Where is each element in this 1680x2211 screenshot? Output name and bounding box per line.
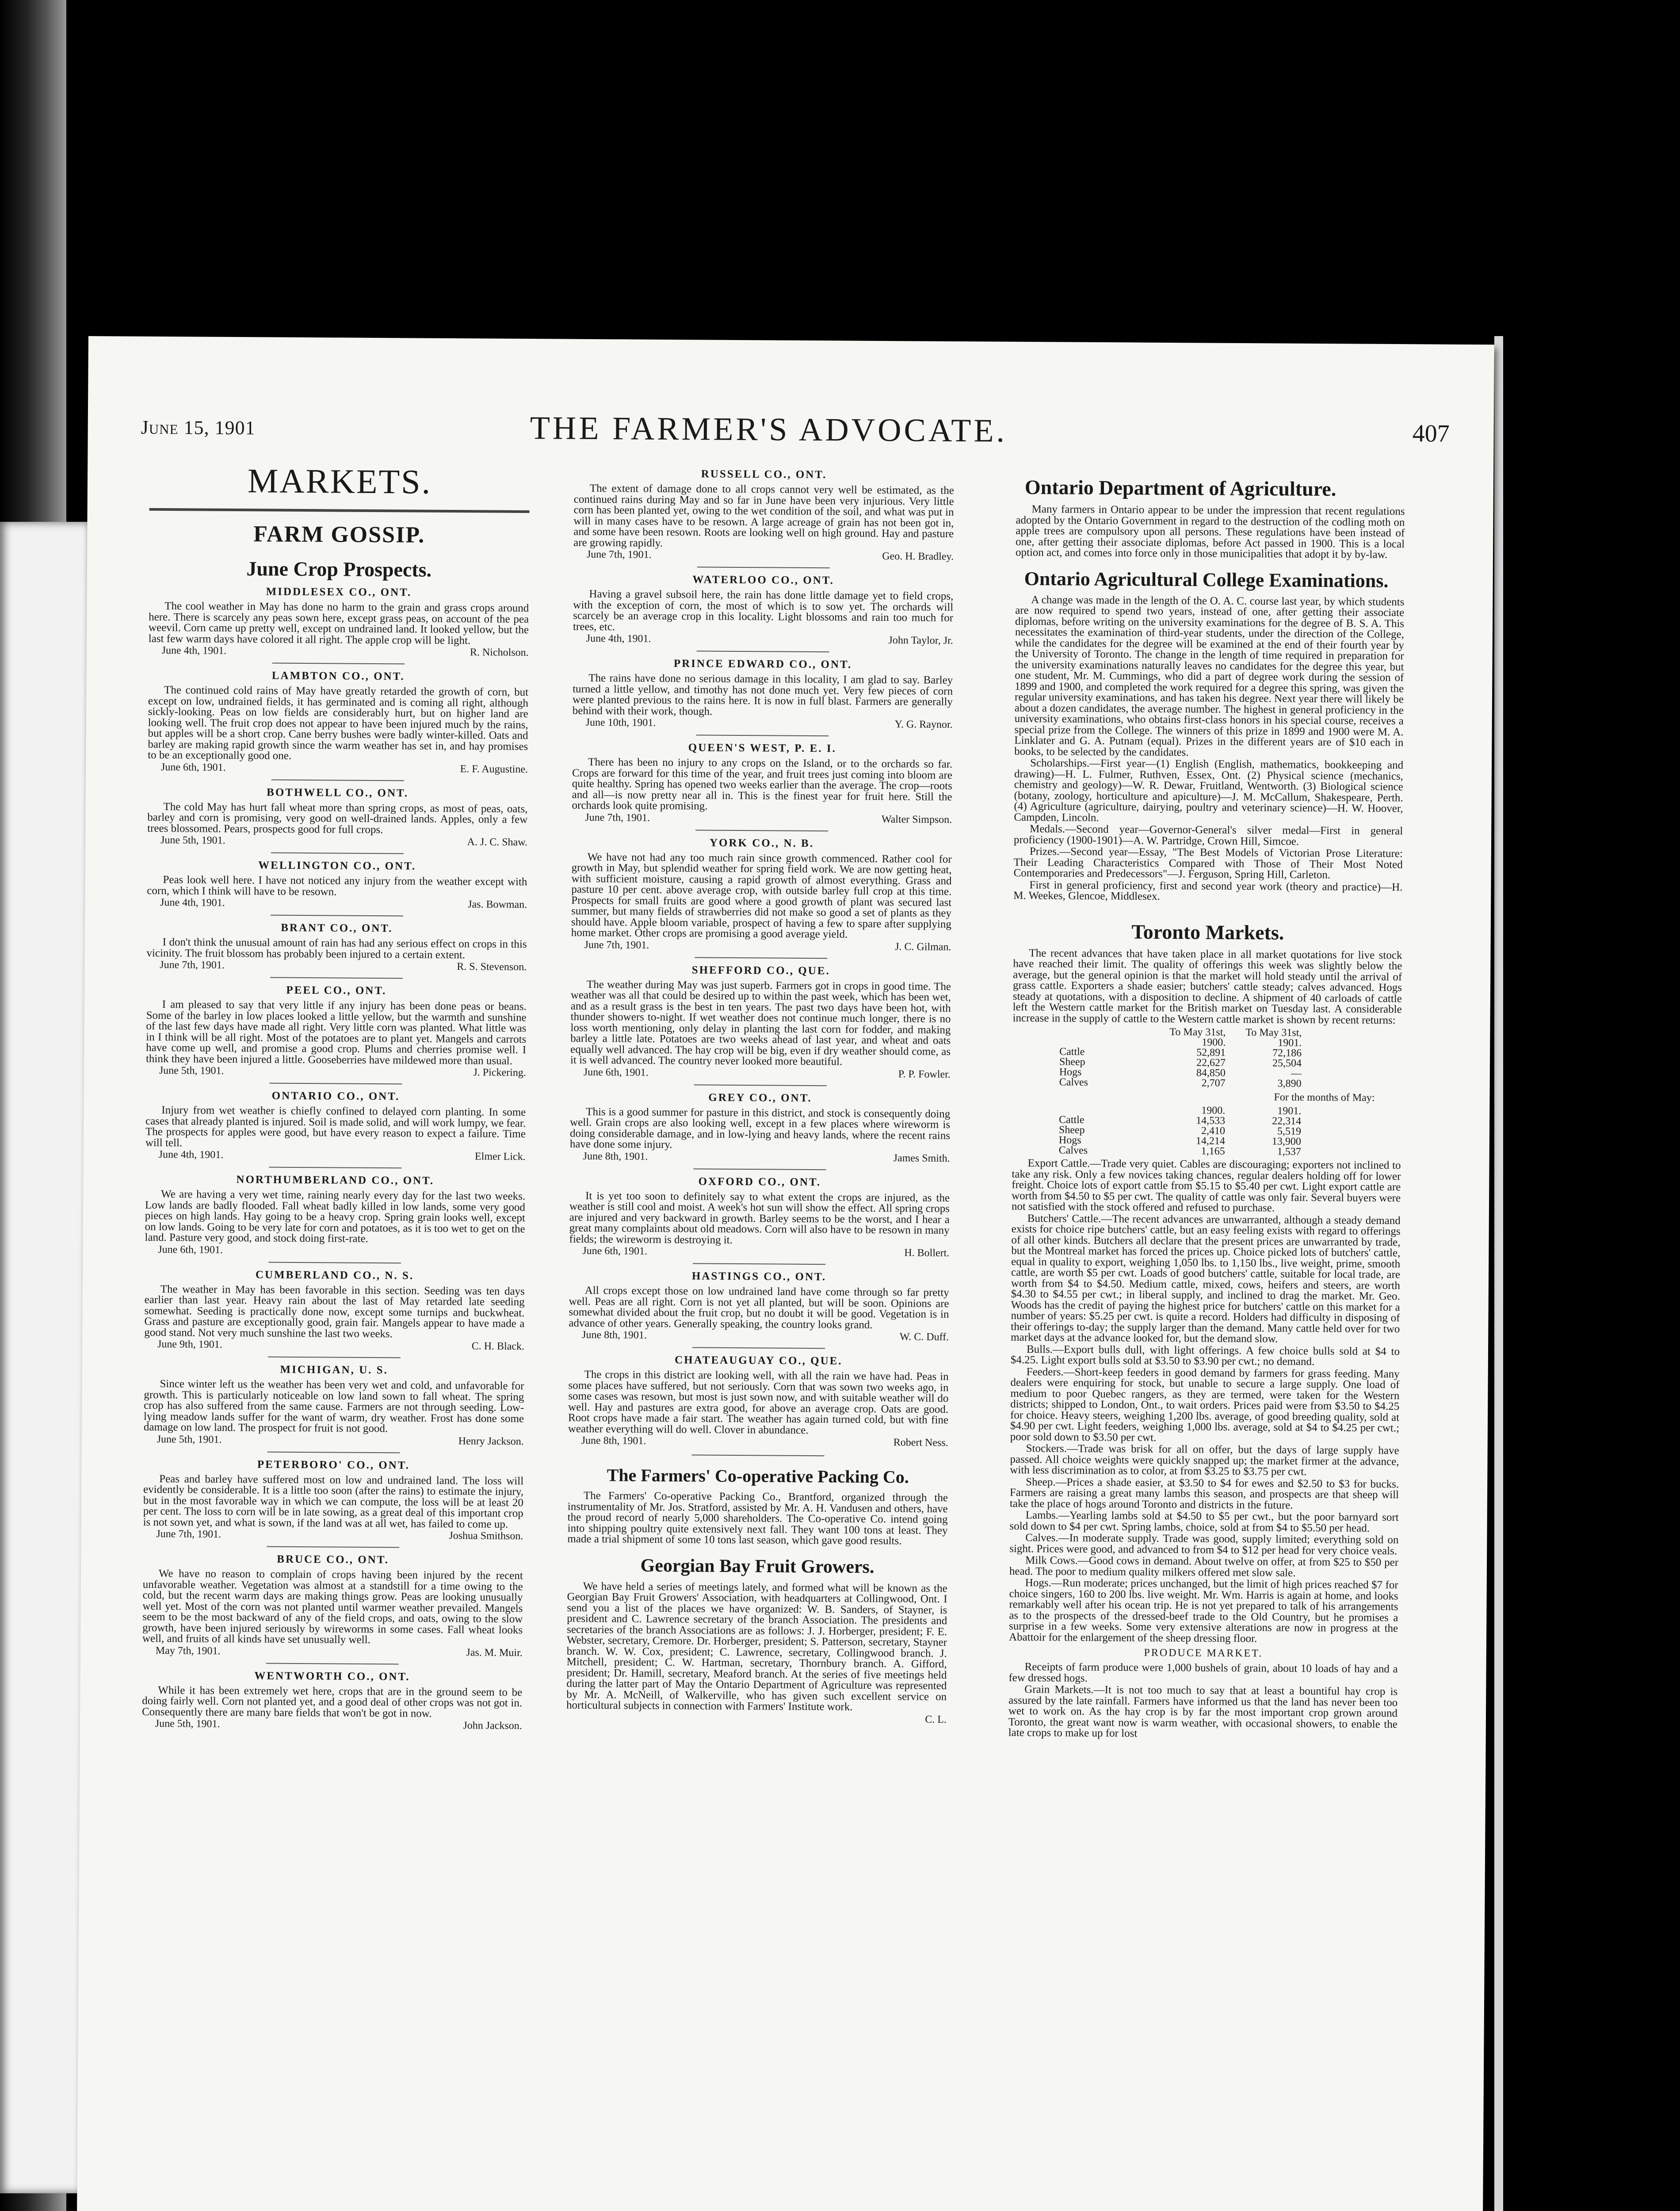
report-location: ONTARIO CO., ONT. [271, 1090, 400, 1103]
report-location: OXFORD CO., ONT. [698, 1175, 821, 1188]
report-author: James Smith. [893, 1152, 950, 1164]
report-signature [145, 1244, 525, 1257]
report-author: Jas. Bowman. [468, 899, 527, 911]
row-label: Sheep [1058, 1124, 1085, 1136]
report-location: CHATEAUGUAY CO., QUE. [675, 1354, 843, 1367]
dept-agriculture-heading: Ontario Department of Agriculture. [1024, 475, 1336, 501]
report-author: Jas. M. Muir. [466, 1646, 523, 1659]
report-location: GREY CO., ONT. [708, 1091, 812, 1104]
divider [695, 957, 827, 959]
college-paragraph: First in general proficiency, first and second year work (theory and practice)—H. M. Weekes, Glencoe, Middlesex. [1013, 879, 1403, 903]
report-location: NORTHUMBERLAND CO., ONT. [236, 1174, 435, 1187]
row-label: Cattle [1059, 1114, 1084, 1126]
report-text: Peas look well here. I have not noticed any injury from the weather except with corn, which I think will have to be resown. [147, 874, 527, 898]
report-text: The extent of damage done to all crops cannot very well be estimated, as the continued rains during May and so far in June have been very injurious. Very little corn has been planted yet, owing to the wet condition of the soil, and what was put in will in many cases have to be resown. A large acreage of grain has not been got in, and some have been resown. Roots are looking well on high ground. Hay and pasture are growing rapidly. [573, 482, 954, 549]
divider [268, 1357, 401, 1358]
report-location: BRANT CO., ONT. [281, 922, 393, 935]
report-text: I am pleased to say that very little if any injury has been done peas or beans. Some of the barley in low places looked a little yellow, but the warmth and sunshine of the last few days have made all right. Very little corn was planted. What little was in I think will be all right. Most of the potatoes are to plant yet. Mangels and carrots have come up well, and promise a good crop. Plums and cherries promise well. I think they have been injured a little. Gooseberries have mildewed more than usual. [145, 998, 527, 1067]
value-1901: — [1291, 1067, 1302, 1079]
report-date: June 8th, 1901. [583, 1150, 648, 1163]
divider [267, 1451, 400, 1453]
college-paragraph: A change was made in the length of the O. A. C. course last year, by which students are now required to spend two years, instead of one, after getting their associate diplomas, before writing on the university examinations for the degree of B. S. A. This necessitates the examination of third-year students, under the direction of the College, while the candidates for the degree will be examined at the end of their fourth year by the University of Toronto. The change in the length of time required in preparation for the university examinations naturally leaves no candidates for the degree this year, but one student, Mr. M. Cummings, who did a part of degree work during the session of 1899 and 1900, and completed the work required for a degree this spring, was given the regular university examinations, and has taken his degree. Next year there will likely be about a dozen candidates, the average number. The highest in general proficiency in the university examinations, who obtains first-class honors in his special course, receives a special prize from the College. The winners of this prize in 1899 and 1900 were M. A. Linklater and G. A. Putnam (equal). Prizes in the different years are of $10 each in books, to be selected by the candidates. [1014, 593, 1405, 758]
report-signature [573, 549, 954, 562]
report-signature [146, 960, 527, 972]
report-author: Walter Simpson. [881, 813, 952, 826]
monthly-table-title: For the months of May: [1274, 1091, 1375, 1104]
author: C. L. [925, 1714, 947, 1725]
report-author: Y. G. Raynor. [894, 719, 953, 731]
crop-report [148, 669, 528, 775]
report-location: YORK CO., N. B. [709, 837, 814, 849]
col-year: 1901. [1277, 1105, 1302, 1117]
column-3 [1008, 466, 1405, 1742]
report-location: WATERLOO CO., ONT. [692, 574, 834, 587]
divider [697, 650, 829, 652]
report-text: Injury from wet weather is chiefly confined to delayed corn planting. In some cases that already planted is injured. Soil is made solid, and will work lumpy, we fear. The prospects for apples were good, but have every reason to expect a failure. Time will tell. [145, 1104, 526, 1149]
report-date: June 6th, 1901. [158, 1243, 223, 1256]
report-author: Geo. H. Bradley. [882, 550, 954, 562]
column-1 [142, 460, 530, 1734]
crop-report [143, 1457, 523, 1542]
report-location: QUEEN'S WEST, P. E. I. [688, 742, 836, 755]
crop-prospects-heading: June Crop Prospects. [246, 557, 432, 581]
crop-report [569, 1174, 950, 1259]
report-author: W. C. Duff. [899, 1331, 949, 1343]
crop-report [147, 785, 528, 848]
toronto-markets-intro: The recent advances that have taken place in all market quotations for live stock have reached their limit. The quality of offerings this week was slightly below the average, but the general opinion is that the market will hold steady until the arrival of grass cattle. Exporters a shade easier; butchers' cattle steady; calves advanced. Hogs steady at quotations, with a disposition to decline. A shipment of 40 carloads of cattle left the Western cattle market for the British market on Tuesday last. A considerable increase in the supply of cattle to the Western cattle market is shown by recent returns: [1012, 947, 1402, 1026]
value-1901: 25,504 [1272, 1057, 1302, 1069]
farm-gossip-heading: FARM GOSSIP. [253, 521, 425, 548]
market-paragraph: Sheep.—Prices a shade easier, at $3.50 to $4 for ewes and $2.50 to $3 for bucks. Farmers are raising a great many lambs this season, and prospects are that sheep will take the place of hogs around Toronto and districts in the future. [1009, 1476, 1399, 1511]
value-1900: 2,410 [1201, 1125, 1226, 1137]
report-signature [149, 645, 529, 658]
row-label: Calves [1059, 1076, 1088, 1088]
crop-report [146, 921, 527, 972]
crop-report [147, 859, 527, 910]
divider [269, 1167, 402, 1169]
report-date: June 5th, 1901. [157, 1433, 222, 1446]
divider [270, 977, 403, 979]
page-header [141, 407, 1449, 455]
divider [271, 779, 404, 781]
report-location: BOTHWELL CO., ONT. [267, 786, 409, 799]
crop-report [142, 1553, 523, 1658]
column-2 [566, 463, 954, 1725]
report-signature [572, 812, 952, 825]
report-date: June 4th, 1901. [161, 645, 227, 657]
report-date: June 7th, 1901. [160, 959, 225, 971]
col-year: 1900. [1201, 1105, 1226, 1117]
divider [697, 566, 830, 568]
row-label: Cattle [1059, 1046, 1085, 1058]
value-1900: 14,214 [1195, 1135, 1226, 1147]
report-signature [143, 1529, 523, 1542]
report-location: WELLINGTON CO., ONT. [258, 859, 416, 872]
report-text: Having a gravel subsoil here, the rain has done little damage yet to field crops, with the exception of corn, the most of which is to sow yet. The orchards will scarcely be an average crop in this locality. Light blossoms and rain too much for trees, etc. [573, 588, 954, 633]
divider [271, 853, 404, 854]
report-signature [144, 1339, 524, 1352]
report-text: The weather during May was just superb. Farmers got in crops in good time. The weather was all that could be desired up to within the past week, which has been wet, and as a result grass is the best in ten years. The past two days have been hot, with thunder showers to-night. If wet weather does not continue much longer, there is no loss worth mentioning, only delay in planting the last corn for fodder, and making barley a little late. Potatoes are two weeks ahead of last year, and wheat and oats equally well advanced. The hay crop will be big, even if dry weather should come, as it is well advanced. The country never looked more beautiful. [570, 978, 951, 1068]
table-row [1057, 1047, 1304, 1058]
report-date: June 9th, 1901. [157, 1338, 222, 1350]
value-1900: 14,533 [1196, 1115, 1226, 1127]
report-author: E. F. Augustine. [460, 763, 528, 775]
row-label: Hogs [1059, 1066, 1082, 1078]
cattle-receipts-table-ytd [1057, 1026, 1305, 1089]
dept-agriculture-text: Many farmers in Ontario appear to be under the impression that recent regulations adopted by the Ontario Government in regard to the destruction of the codling moth on apple trees are compulsory upon all persons. These regulations have been instead of one, after getting their associate diplomas, before Act passed in 1900. This is a local option act, and comes into force only in those municipalities that adopt it by by-law. [1015, 503, 1405, 561]
report-author: Robert Ness. [893, 1437, 948, 1449]
crop-report [571, 836, 952, 952]
report-location: PEEL CO., ONT. [286, 984, 387, 997]
report-date: June 7th, 1901. [584, 939, 649, 951]
divider [272, 663, 405, 665]
markets-heading: MARKETS. [247, 461, 432, 501]
georgian-bay-heading: Georgian Bay Fruit Growers. [640, 1555, 874, 1577]
crop-report [149, 585, 529, 658]
report-text: We have not had any too much rain since growth commenced. Rather cool for growth in May, but splendid weather for spring field work. We are now getting heat, with sufficient moisture, causing a rapid growth of almost everything. Grass and pasture 10 per cent. above average crop, with outside barley full crop at this time. Prospects for small fruits are good where a good growth of plant was secured last summer, but many fields of strawberries did not make so good a set of plants as they should have. Apple bloom variable, prospect of having a few to spare after supplying home market. Other crops are promising a good average yield. [571, 851, 952, 941]
divider [693, 1263, 825, 1265]
report-text: It is yet too soon to definitely say to what extent the crops are injured, as the weather is still cool and moist. A week's hot sun will show the effect. All spring crops are injured and very backward in growth. Barley seems to be the worst, and I hear a great many complaints about old meadows. Corn will also have to be resown in many fields; the wireworm is destroying it. [569, 1190, 950, 1246]
value-1900: 2,707 [1201, 1077, 1226, 1089]
row-label: Sheep [1059, 1056, 1085, 1068]
crop-report [570, 963, 951, 1079]
market-paragraph: Milk Cows.—Good cows in demand. About twelve on offer, at from $25 to $50 per head. The poor to medium quality milkers offered met slow sale. [1009, 1554, 1399, 1579]
crop-reports-list-2 [568, 467, 955, 1448]
report-author: A. J. C. Shaw. [467, 836, 528, 849]
report-signature [148, 761, 528, 774]
crop-report [144, 1363, 524, 1447]
report-signature [144, 1434, 524, 1446]
report-text: The cool weather in May has done no harm to the grain and grass crops around here. There is scarcely any peas sown here, except grass peas, on account of the pea weevil. Corn came up pretty well, except on undrained land. It looked yellow, but the last few warm days have colored it all right. The apple crop will be light. [148, 600, 529, 646]
crop-report [573, 467, 954, 562]
report-text: I don't think the unusual amount of rain has had any serious effect on crops in this vicinity. The fruit blossom has probably been injured to a certain extent. [146, 936, 527, 961]
college-paragraph: Medals.—Second year—Governor-General's silver medal—First in general proficiency (1900-1901)—A. W. Partridge, Crown Hill, Simcoe. [1014, 823, 1403, 848]
report-date: June 4th, 1901. [158, 1149, 224, 1161]
report-location: WENTWORTH CO., ONT. [254, 1669, 410, 1683]
report-signature [147, 835, 527, 848]
market-paragraph: Stockers.—Trade was brisk for all on offer, but the days of large supply have passed. All choice weights were quickly snapped up; the market firmer at the advance, with less discrimination as to color, at from $3.25 to $3.75 per cwt. [1010, 1442, 1399, 1478]
value-1901: 72,186 [1272, 1047, 1302, 1059]
college-exam-heading: Ontario Agricultural College Examinations. [1024, 567, 1389, 592]
divider [695, 830, 828, 831]
produce-paragraph: Grain Markets.—It is not too much to say that at least a bountiful hay crop is assured by the late rainfall. Farmers have informed us that the land has never been too wet to work on. As the hay crop is by far the most important crop grown around Toronto, the great want now is warm weather, with occasional showers, to enable the late crops to make up for lost [1008, 1683, 1398, 1740]
report-signature [569, 1330, 949, 1343]
georgian-bay-text: We have held a series of meetings lately, and formed what will be known as the Georgian Bay Fruit Growers' Association, with headquarters at Collingwood, Ont. I send you a list of the places we have organized: W. B. Sanders, of Stayner, is president and C. Lawrence secretary of the branch Association. The presidents and secretaries of the branch Associations are as follows: J. J. Horberger, president; F. E. Webster, secretary, Cremore. Dr. Horberger, president; S. Patterson, secretary, Stayner branch. W. W. Cox, president; C. Lawrence, secretary, Collingwood branch. J. Mitchell, president; C. W. Hartman, secretary, Thornbury branch. A. Gifford, president; Dr. Hamill, secretary, Meaford branch. At the series of five meetings held during the latter part of May the Ontario Department of Agriculture was represented by Mr. A. McNeill, of Walkerville, who has given such excellent service on horticultural subjects in connection with Farmers' Institute work. [566, 1580, 947, 1713]
report-date: June 5th, 1901. [160, 834, 225, 846]
report-text: The cold May has hurt fall wheat more than spring crops, as most of peas, oats, barley and corn is promising, very good on well-drained lands. Apples, only a few trees blossomed. Pears, prospects good for full crops. [147, 800, 528, 836]
report-location: BRUCE CO., ONT. [277, 1553, 389, 1566]
table-row [1056, 1115, 1304, 1126]
table-row [1057, 1067, 1304, 1079]
report-location: CUMBERLAND CO., N. S. [255, 1268, 414, 1282]
col-year: 1901. [1278, 1037, 1302, 1049]
report-location: PETERBORO' CO., ONT. [257, 1458, 410, 1471]
college-exam-text [1013, 594, 1404, 903]
crop-report [573, 657, 953, 730]
divider [149, 508, 530, 513]
table-row [1056, 1145, 1304, 1157]
report-text: The rains have done no serious damage in this locality, I am glad to say. Barley turned a little yellow, and timothy has not done much yet. Very few pieces of corn were planted previous to the rains here. It is now in full blast. Farmers are generally behind with their work, though. [572, 672, 953, 718]
report-author: J. C. Gilman. [895, 941, 951, 953]
report-signature [142, 1718, 522, 1731]
report-author: Joshua Smithson. [449, 1530, 523, 1542]
report-date: June 5th, 1901. [159, 1065, 224, 1077]
divider [692, 1454, 825, 1456]
report-author: John Taylor, Jr. [888, 635, 953, 646]
report-location: MICHIGAN, U. S. [280, 1363, 388, 1377]
crop-report [146, 983, 527, 1078]
market-paragraph: Calves.—In moderate supply. Trade was good, supply limited; everything sold on sight. Prices were good, and advanced to from $4 to $12 per head for very choice veals. [1009, 1531, 1399, 1557]
report-signature [573, 717, 953, 730]
crop-report [572, 741, 952, 825]
table-row [1057, 1057, 1304, 1068]
value-1900: 52,891 [1196, 1047, 1226, 1059]
report-text: The weather in May has been favorable in this section. Seeding was ten days earlier than last year. Heavy rain about the last of May retarded late seeding somewhat. Seeding is practically done now, except some turnips and buckwheat. Grass and pasture are exceptionally good, grain fair. Mangels appear to have made a good stand. Not very much sunshine the last two weeks. [144, 1283, 525, 1340]
report-date: June 6th, 1901. [160, 761, 226, 773]
col-year: 1900. [1202, 1037, 1226, 1048]
report-location: SHEFFORD CO., QUE. [691, 964, 830, 977]
report-author: Henry Jackson. [458, 1435, 524, 1447]
report-date: June 8th, 1901. [581, 1434, 646, 1447]
report-signature [570, 1067, 951, 1079]
table-row [1056, 1135, 1304, 1147]
report-author: Elmer Lick. [474, 1151, 526, 1163]
crop-report [568, 1354, 949, 1448]
crop-report [145, 1173, 525, 1257]
report-signature [146, 1065, 526, 1078]
previous-page-edge [0, 522, 88, 2193]
divider [694, 1168, 826, 1170]
market-paragraph: Lambs.—Yearling lambs sold at $4.50 to $5 per cwt., but the poor barnyard sort sold down to $4 per cwt. Spring lambs, choice, sold at from $4 to $5.50 per head. [1009, 1509, 1399, 1534]
coop-packing-text: The Farmers' Co-operative Packing Co., Brantford, organized through the instrumentality of Mr. Jos. Stratford, assisted by Mr. A. H. Vandusen and others, have the proud record of nearly 5,000 shareholders. The Co-operative Co. intend going into shipping poultry quite extensively next fall. They want 100 tons at least. They made a trial shipment of some 10 tons last season, which gave good results. [567, 1489, 948, 1547]
report-date: June 10th, 1901. [585, 716, 656, 729]
crop-reports-list [142, 585, 529, 1731]
report-text: Since winter left us the weather has been very wet and cold, and unfavorable for growth. This is particularly noticeable on low land sown to fall wheat. The spring crop has also suffered from the same cause. Farmers are not through seeding. Low-lying meadow lands suffer for the want of warm, dry weather. Frost has done some damage on low land. The prospect for fruit is not good. [143, 1378, 524, 1435]
produce-market-heading: PRODUCE MARKET. [1144, 1647, 1263, 1660]
report-date: June 6th, 1901. [582, 1245, 648, 1257]
report-signature [571, 939, 951, 952]
report-text: Peas and barley have suffered most on low and undrained land. The loss will evidently be considerable. It is a little too soon (after the rains) to estimate the injury, but in the most favorable way in which we can compute, the loss will be at least 20 per cent. The loss to corn will be in late sowing, as a great deal of this important crop is not sown yet, and what is sown, if the land was at all wet, has failed to come up. [143, 1473, 524, 1530]
value-1901: 13,900 [1271, 1136, 1302, 1148]
crop-report [569, 1270, 949, 1343]
newspaper-page [76, 336, 1494, 2211]
divider [271, 915, 403, 917]
report-text: We are having a very wet time, raining nearly every day for the last two weeks. Low lands are badly flooded. Fall wheat badly killed in low lands, some very good pieces on high lands. Hay going to be a heavy crop. Spring grain looks well, except on low lands. Going to be very late for corn and potatoes, as it is too wet to get on the land. Pasture very good, and stock doing first-rate. [145, 1188, 526, 1245]
report-date: June 7th, 1901. [585, 811, 650, 824]
value-1900: 22,627 [1196, 1057, 1226, 1069]
report-author: H. Bollert. [904, 1247, 950, 1259]
report-location: RUSSELL CO., ONT. [701, 468, 827, 481]
report-author: C. H. Black. [471, 1340, 525, 1353]
market-paragraph: Hogs.—Run moderate; prices unchanged, but the limit of high prices reached $7 for choice singers, 160 to 200 lbs. live weight. Mr. Wm. Harris is again at home, and looks remarkably well after his ocean trip. He is not yet prepared to talk of his arrangements as to the prospects of the dressed-beef trade to the Old Country, but he promises a surprise in a few weeks. Some very extensive alterations are now in progress at the Abattoir for the enlargement of the sheep dressing floor. [1008, 1576, 1398, 1645]
report-text: All crops except those on low undrained land have come through so far pretty well. Peas are all right. Corn is not yet all planted, but will be soon. Opinions are somewhat divided about the fruit crop, but no doubt it will be good. Vegetation is in advance of other years. Generally speaking, the country looks grand. [569, 1284, 949, 1331]
divider [696, 734, 829, 736]
report-location: PRINCE EDWARD CO., ONT. [673, 658, 852, 671]
value-1901: 5,519 [1277, 1125, 1302, 1137]
divider [694, 1084, 827, 1086]
divider [267, 1546, 399, 1548]
report-date: June 8th, 1901. [582, 1329, 647, 1341]
page-number: 407 [1412, 420, 1450, 448]
issue-date: June 15, 1901 [141, 416, 256, 439]
report-date: June 4th, 1901. [586, 632, 651, 645]
cattle-receipts-table-may [1056, 1105, 1304, 1157]
coop-packing-heading: The Farmers' Co-operative Packing Co. [607, 1465, 909, 1487]
row-label: Calves [1058, 1144, 1088, 1156]
report-location: MIDDLESEX CO., ONT. [266, 585, 412, 599]
value-1901: 22,314 [1272, 1115, 1302, 1127]
report-author: J. Pickering. [473, 1067, 526, 1079]
report-date: June 6th, 1901. [583, 1066, 649, 1079]
report-author: R. S. Stevenson. [457, 961, 527, 973]
report-author: P. P. Fowler. [898, 1068, 951, 1080]
report-signature [147, 897, 527, 910]
report-signature [570, 1151, 950, 1163]
report-signature [568, 1435, 948, 1448]
crop-report [570, 1090, 951, 1163]
publication-title: THE FARMER'S ADVOCATE. [530, 410, 1008, 449]
value-1900: 1,165 [1201, 1145, 1225, 1157]
market-paragraph: Bulls.—Export bulls dull, with light offerings. A few choice bulls sold at $4 to $4.25. Light export bulls sold at $3.50 to $3.90 per cwt.; no demand. [1010, 1343, 1400, 1368]
page-edge-shadow [1494, 336, 1503, 2211]
report-author: John Jackson. [463, 1720, 522, 1732]
divider [270, 1083, 402, 1085]
produce-paragraph: Receipts of farm produce were 1,000 bushels of grain, about 10 loads of hay and a few dressed hogs. [1008, 1660, 1398, 1684]
value-1900: 84,850 [1196, 1067, 1226, 1079]
signature-row [566, 1712, 947, 1725]
report-text: There has been no injury to any crops on the Island, or to the orchards so far. Crops are forward for this time of the year, and fruit trees just coming into bloom are quite healthy. Spring has opened two weeks earlier than the average. The crop—roots and all—is now pretty near all in. This is the finest year for fruit here. Still the orchards look quite promising. [572, 756, 953, 812]
table-row [1057, 1077, 1304, 1089]
market-paragraph: Feeders.—Short-keep feeders in good demand by farmers for grass feeding. Many dealers were enquiring for stock, but unable to secure a large supply. One load of medium to poor Quebec rangers, as they are termed, were taken for the Western districts; shipped to London, Ont., to wait orders. Prices paid were from $3.50 to $4.25 for choice. Heavy steers, weighing 1,200 lbs. average, of good breeding quality, sold at $4.90 per cwt. Light feeders, weighing 1,000 lbs. average, sold at $4 to $4.25 per cwt.; poor sold down to $3.50 per cwt. [1010, 1366, 1400, 1444]
value-1901: 3,890 [1277, 1078, 1302, 1090]
crop-report [144, 1268, 525, 1352]
report-signature [145, 1149, 526, 1162]
report-date: May 7th, 1901. [155, 1645, 221, 1657]
col-header: To May 31st, [1245, 1027, 1302, 1039]
report-date: June 4th, 1901. [160, 897, 225, 909]
crop-report [142, 1669, 523, 1731]
market-paragraph: Butchers' Cattle.—The recent advances are unwarranted, although a steady demand exists for choice ripe butchers' cattle, but an easy feeling exists with regard to offerings of all other kinds. Butchers all declare that the present prices are unwarranted by trade, but the Montreal market has forced the prices up. Choice picked lots of butchers' cattle, equal in quality to export, weighing 1,050 lbs. to 1,150 lbs., live weight, prime, smooth cattle, are worth $5 per cwt. Loads of good butchers' cattle, suitable for local trade, are worth from $4 to $4.50. Medium cattle, mixed, cows, heifers and steers, are worth $4.30 to $4.55 per cwt.; in liberal supply, and inclined to drag the market. Mr. Geo. Woods has the credit of paying the highest price for butchers' cattle on this market for a number of years: $5.25 per cwt. is quite a record. Holders had difficulty in disposing of their offerings to-day; the supply larger than the demand. Many cattle held over for two market days at the advance looked for, but the demand slow. [1011, 1212, 1401, 1345]
divider [266, 1663, 399, 1664]
report-text: While it has been extremely wet here, crops that are in the ground seem to be doing fairly well. Corn not planted yet, and a good deal of other crops was not got in. Consequently there are many bare fields that won't be got in now. [141, 1684, 523, 1720]
market-reports [1009, 1158, 1401, 1645]
college-paragraph: Scholarships.—First year—(1) English (English, mathematics, bookkeeping and drawing)—H. L. Fulmer, Ruthven, Essex, Ont. (2) Physical science (mechanics, chemistry and geology)—W. R. Dewar, Fruitland, Wentworth. (3) Biological science (botany, zoology, horticulture and apiculture)—J. M. McCallum, Shakespeare, Perth. (4) Agriculture (agriculture, dairying, poultry and veterinary science)—H. W. Hoover, Campden, Lincoln. [1014, 757, 1404, 824]
college-paragraph: Prizes.—Second year—Essay, "The Best Models of Victorian Prose Literature: Their Leading Characteristics Compared with Those of Their Most Noted Contemporaries and Predecessors"—J. Ferguson, Spring Hill, Carleton. [1013, 845, 1403, 881]
divider [268, 1262, 401, 1263]
report-location: LAMBTON CO., ONT. [271, 669, 405, 683]
report-text: The continued cold rains of May have greatly retarded the growth of corn, but except on low, undrained fields, it has germinated and is coming all right, although sickly-looking. Peas on low fields are considerably hurt, but on higher land are looking well. The fruit crop does not appear to have been injured much by the rains, but apples will be a short crop. Cane berry bushes were badly winter-killed. Oats and barley are making rapid growth since the warm weather has set in, and hay promises to be an exceptionally good one. [148, 684, 529, 762]
col-header: To May 31st, [1169, 1026, 1226, 1038]
report-location: HASTINGS CO., ONT. [691, 1270, 827, 1283]
report-signature [142, 1645, 523, 1658]
report-date: June 7th, 1901. [156, 1528, 221, 1540]
report-text: We have no reason to complain of crops having been injured by the recent unfavorable weather. Vegetation was almost at a standstill for a time owing to the cold, but the recent warm days are making things grow. Peas are looking unusually well yet. Most of the corn was not planted until warmer weather prevailed. Mangels seem to be the most backward of any of the field crops, and oats, owing to the slow growth, have been injured seriously by wireworms in some cases. Fall wheat looks well, and fruits of all kinds have set unusually well. [142, 1568, 523, 1646]
market-paragraph: Export Cattle.—Trade very quiet. Cables are discouraging; exporters not inclined to take any risk. Only a few novices taking chances, regular dealers holding off for lower freight. Choice lots of export cattle from $5.15 to $5.40 per cwt. Light export cattle are worth from $4.50 to $5 per cwt. The quality of cattle was only fair. Several buyers were not satisfied with the stock offered and refused to purchase. [1011, 1157, 1401, 1214]
table-row [1056, 1125, 1304, 1136]
report-author: R. Nicholson. [470, 646, 529, 659]
row-label: Hogs [1058, 1134, 1081, 1146]
toronto-markets-heading: Toronto Markets. [1131, 920, 1284, 944]
value-1901: 1,537 [1277, 1146, 1301, 1158]
report-signature [569, 1246, 949, 1259]
crop-report [145, 1089, 526, 1162]
crop-report [573, 573, 954, 646]
report-date: June 7th, 1901. [586, 548, 652, 561]
report-text: The crops in this district are looking well, with all the rain we have had. Peas in some places have suffered, but not seriously. Corn that was sown two weeks ago, in some cases was resown, but most is just sown now, and with suitable weather will do well. Hay and pastures are extra good, for above an average crop. Oats are good. Root crops have made a fair start. The weather has again turned cold, but with fine weather everything will do well. Clover in abundance. [568, 1368, 949, 1436]
report-date: June 5th, 1901. [155, 1718, 220, 1730]
produce-market-text [1008, 1662, 1398, 1741]
report-signature [573, 633, 953, 646]
report-text: This is a good summer for pasture in this district, and stock is consequently doing well. Grain crops are also looking well, except in a few places where wireworm is doing considerable damage, and in low-lying and heavy lands, where the recent rains have done some injury. [569, 1106, 951, 1151]
divider [692, 1347, 825, 1349]
